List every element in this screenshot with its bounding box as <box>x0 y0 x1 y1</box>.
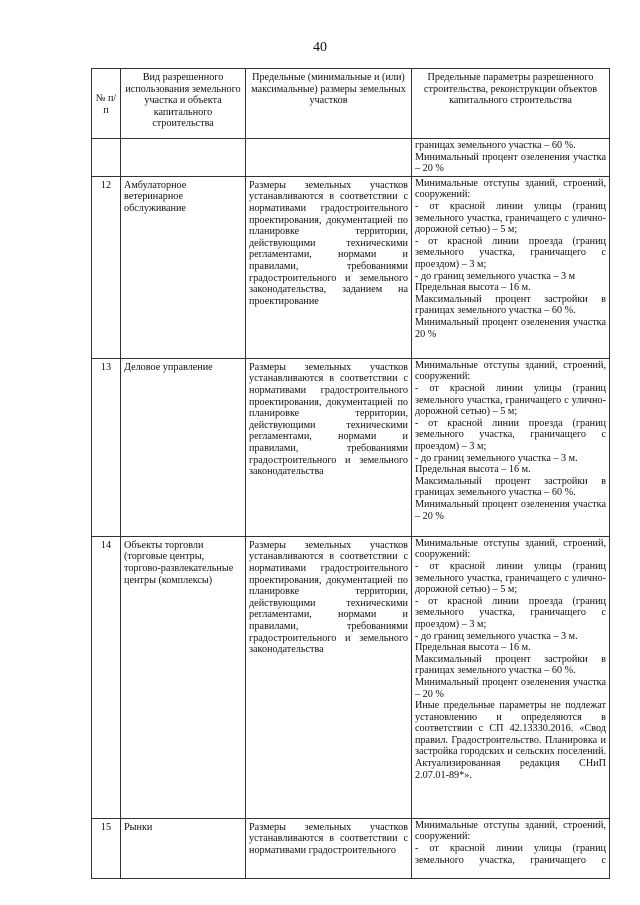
table-row <box>92 358 610 536</box>
param-line: - до границ земельного участка – 3 м <box>415 270 576 282</box>
header-use: Вид разрешенного использования земельного участка и объекта капитального строительства <box>121 69 246 139</box>
param-line: Минимальные отступы зданий, строений, сооружений: <box>415 537 606 561</box>
cell-empty <box>121 139 246 177</box>
row-number: 14 <box>92 536 121 818</box>
use-type: Амбулаторное ветеринарное обслуживание <box>121 176 246 358</box>
param-line: - от красной линии проезда (границ земельного участка, граничащего с проездом) – 3 м; <box>415 235 606 270</box>
param-line: Минимальные отступы зданий, строений, сооружений: <box>415 177 606 201</box>
cell-params <box>412 139 610 177</box>
param-line: - от красной линии улицы (границ земельного участка, граничащего с <box>415 842 606 866</box>
param-line: Минимальный процент озеленения участка – 20 % <box>415 676 606 700</box>
header-size: Предельные (минимальные и (или) максимальные) размеры земельных участков <box>246 69 412 139</box>
page-number: 40 <box>313 40 327 55</box>
param-line: Минимальные отступы зданий, строений, сооружений: <box>415 819 606 843</box>
size-requirements: Размеры земельных участков устанавливаются в соответствии с нормативами градостроительного проектирования, документацией по планировке территории, действующими техническими регламентами, нормами и правилами, требованиями градостроительного и земельного законодательства, заданием на проектирование <box>246 176 412 358</box>
cell-empty <box>92 139 121 177</box>
table-row-continuation <box>92 139 610 177</box>
use-type: Объекты торговли (торговые центры, торгово-развлекательные центры (комплексы) <box>121 536 246 818</box>
header-params: Предельные параметры разрешенного строительства, реконструкции объектов капитального строительства <box>412 69 610 139</box>
param-line: - от красной линии улицы (границ земельного участка, граничащего с улично-дорожной сетью) – 5 м; <box>415 560 606 596</box>
cell-params <box>412 818 610 878</box>
size-requirements: Размеры земельных участков устанавливаются в соответствии с нормативами градостроительного проектирования, документацией по планировке территории, действующими техническими регламентами, нормами и правилами, требованиями градостроительного и земельного законодательства <box>246 358 412 536</box>
table-header-row <box>92 69 610 139</box>
row-number: 15 <box>92 818 121 878</box>
size-requirements: Размеры земельных участков устанавливаются в соответствии с нормативами градостроительного <box>246 818 412 878</box>
param-line: - от красной линии проезда (границ земельного участка, граничащего с проездом) – 3 м; <box>415 595 606 630</box>
table-row <box>92 536 610 818</box>
param-line: границах земельного участка – 60 %. <box>415 140 576 151</box>
param-line: Предельная высота – 16 м. <box>415 282 531 294</box>
table-row <box>92 176 610 358</box>
cell-empty <box>246 139 412 177</box>
param-line: Иные предельные параметры не подлежат установлению и определяются в соответствии с СП 42.13330.2016. «Свод правил. Градостроительство. Планировка и застройка городских и сельских поселений. Актуализированная редакция СНиП 2.07.01-89*». <box>415 700 606 781</box>
param-line: - до границ земельного участка – 3 м. <box>415 452 578 464</box>
size-requirements: Размеры земельных участков устанавливаются в соответствии с нормативами градостроительного проектирования, документацией по планировке территории, действующими техническими регламентами, нормами и правилами, требованиями градостроительного и земельного законодательства <box>246 536 412 818</box>
param-line: Предельная высота – 16 м. <box>415 464 531 476</box>
zoning-table <box>91 68 610 879</box>
use-type: Рынки <box>121 818 246 878</box>
param-line: - от красной линии улицы (границ земельного участка, граничащего с улично-дорожной сетью) – 5 м; <box>415 200 606 236</box>
param-line: Максимальный процент застройки в границах земельного участка – 60 %. <box>415 475 606 499</box>
row-number: 12 <box>92 176 121 358</box>
param-line: Минимальные отступы зданий, строений, сооружений: <box>415 359 606 383</box>
use-type: Деловое управление <box>121 358 246 536</box>
cell-params <box>412 358 610 536</box>
param-line: Минимальный процент озеленения участка – 20 % <box>415 498 606 522</box>
table-row <box>92 818 610 878</box>
param-line: Минимальный процент озеленения участка – 20 % <box>415 151 606 175</box>
param-line: - до границ земельного участка – 3 м. <box>415 630 578 642</box>
param-line: - от красной линии проезда (границ земельного участка, граничащего с проездом) – 3 м; <box>415 417 606 452</box>
param-line: - от красной линии улицы (границ земельного участка, граничащего с улично-дорожной сетью) – 5 м; <box>415 382 606 418</box>
cell-params <box>412 176 610 358</box>
cell-params <box>412 536 610 818</box>
param-line: Минимальный процент озеленения участка 20 % <box>415 316 606 340</box>
param-line: Максимальный процент застройки в границах земельного участка – 60 %. <box>415 293 606 317</box>
row-number: 13 <box>92 358 121 536</box>
param-line: Максимальный процент застройки в границах земельного участка – 60 %. <box>415 653 606 677</box>
param-line: Предельная высота – 16 м. <box>415 642 531 654</box>
header-num: № п/п <box>92 69 121 139</box>
